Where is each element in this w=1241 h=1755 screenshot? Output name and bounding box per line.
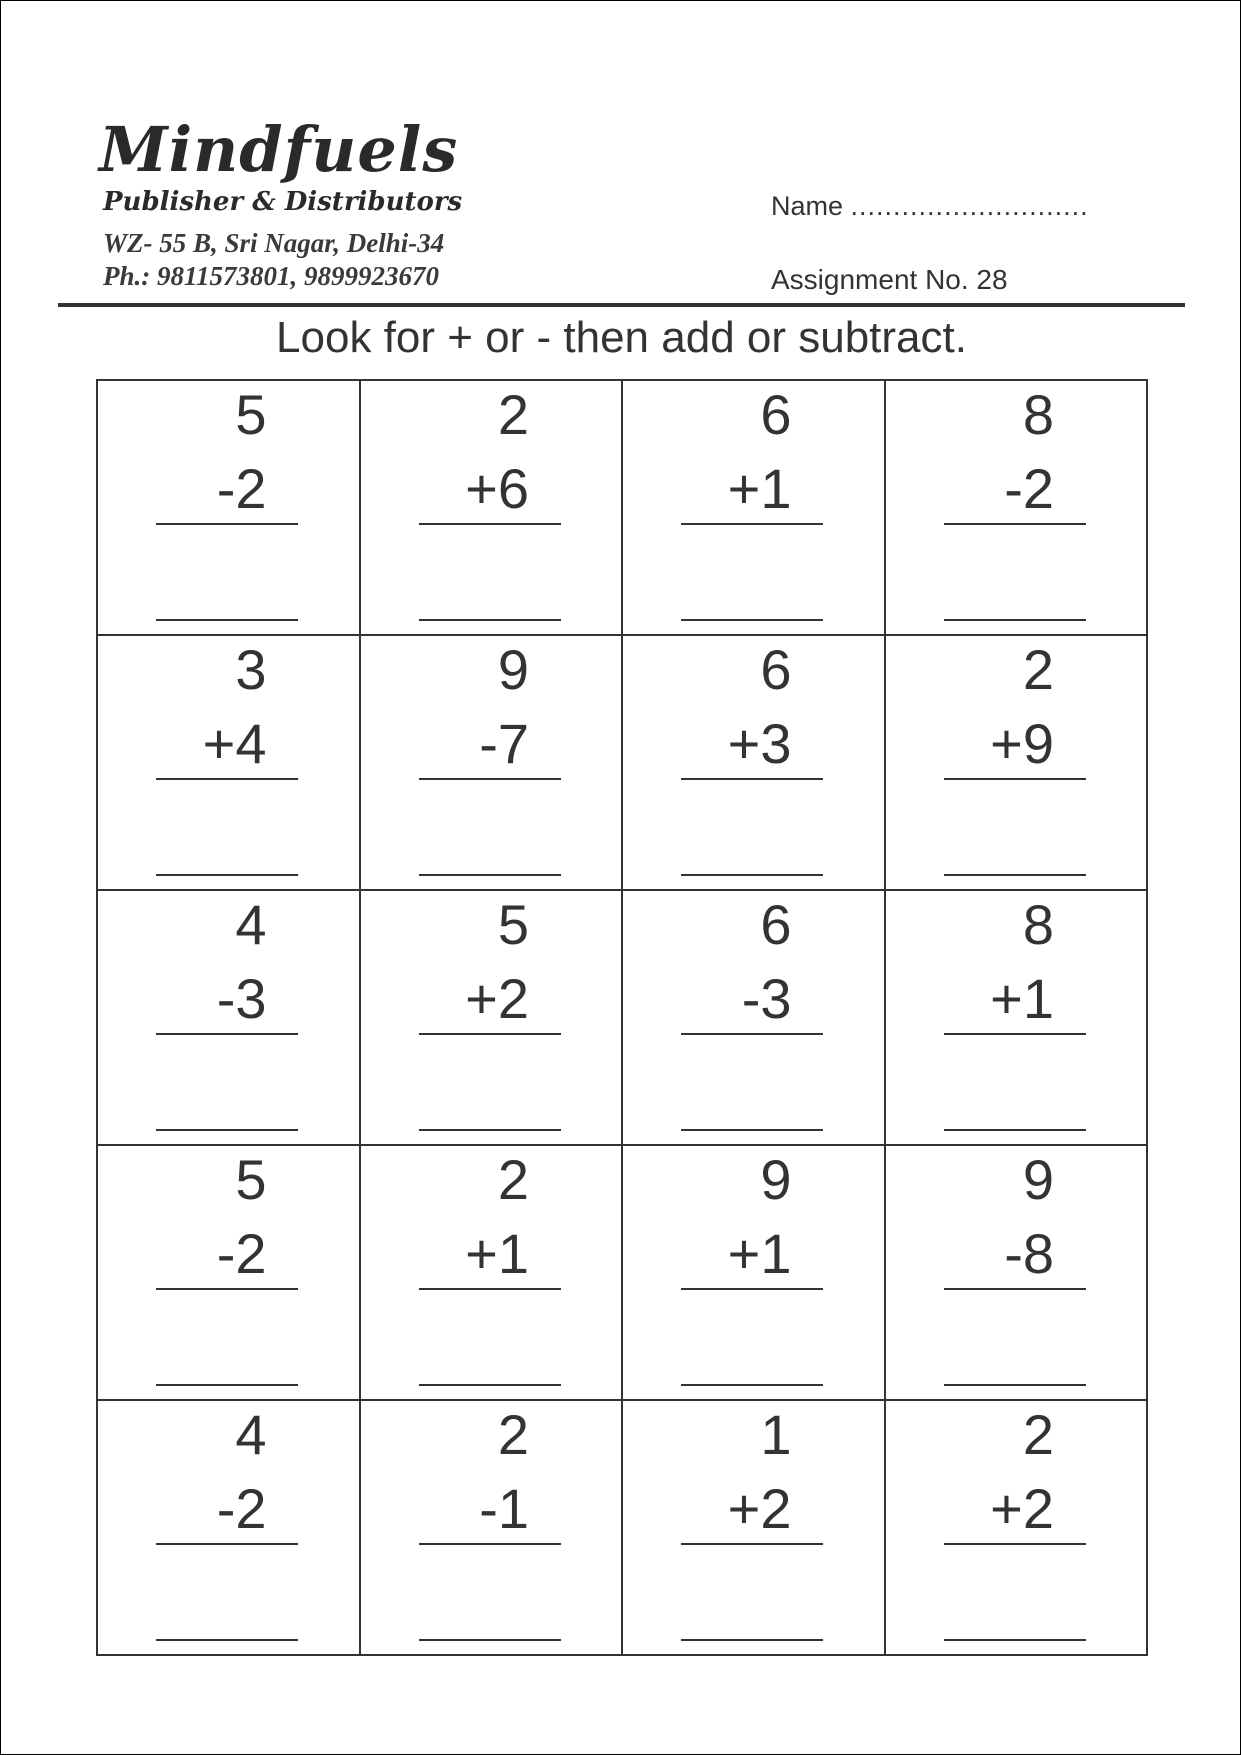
- operand: -2: [216, 457, 267, 520]
- operand: +2: [990, 1477, 1054, 1540]
- sum-line: [156, 1543, 298, 1545]
- top-number: 9: [497, 638, 529, 701]
- problem-cell: [622, 1145, 885, 1400]
- top-number: 6: [760, 638, 792, 701]
- top-number: 8: [1022, 893, 1054, 956]
- problem-cell: [885, 1400, 1148, 1655]
- answer-line[interactable]: [944, 1639, 1086, 1641]
- name-field[interactable]: [771, 191, 1089, 222]
- problem-row: [97, 1145, 1147, 1400]
- answer-line[interactable]: [944, 874, 1086, 876]
- problem-cell: [97, 1145, 360, 1400]
- answer-line[interactable]: [681, 1639, 823, 1641]
- top-number: 4: [235, 893, 267, 956]
- problem-row: [97, 890, 1147, 1145]
- problem-cell: [622, 1400, 885, 1655]
- answer-line[interactable]: [681, 874, 823, 876]
- problem-cell: [97, 890, 360, 1145]
- problem-cell: [885, 890, 1148, 1145]
- problem-row: [97, 1400, 1147, 1655]
- answer-line[interactable]: [944, 1129, 1086, 1131]
- answer-line[interactable]: [156, 1639, 298, 1641]
- operand: +4: [202, 712, 267, 775]
- sum-line: [419, 1033, 561, 1035]
- answer-line[interactable]: [419, 874, 561, 876]
- top-number: 9: [760, 1148, 792, 1211]
- problem-cell: [360, 635, 623, 890]
- sum-line: [681, 1033, 823, 1035]
- sum-line: [944, 778, 1086, 780]
- answer-line[interactable]: [944, 619, 1086, 621]
- answer-line[interactable]: [419, 619, 561, 621]
- top-number: 3: [235, 638, 267, 701]
- sum-line: [944, 523, 1086, 525]
- answer-line[interactable]: [944, 1384, 1086, 1386]
- operand: -2: [216, 1222, 267, 1285]
- problem-cell: [885, 1145, 1148, 1400]
- operand: -2: [216, 1477, 267, 1540]
- problem-row: [97, 635, 1147, 890]
- problem-cell: [360, 1400, 623, 1655]
- problem-grid: [96, 379, 1148, 1656]
- top-number: 8: [1022, 383, 1054, 446]
- operand: +3: [727, 712, 792, 775]
- problem-cell: [97, 635, 360, 890]
- operand: -7: [479, 712, 529, 775]
- problem-cell: [97, 380, 360, 635]
- operand: -8: [1004, 1222, 1054, 1285]
- sum-line: [156, 778, 298, 780]
- top-number: 2: [497, 1148, 529, 1211]
- problem-cell: [97, 1400, 360, 1655]
- top-number: 1: [760, 1403, 792, 1466]
- header-divider: [58, 303, 1185, 307]
- operand: +2: [465, 967, 529, 1030]
- sum-line: [681, 523, 823, 525]
- top-number: 2: [1022, 1403, 1054, 1466]
- instruction-text: Look for + or - then add or subtract.: [276, 313, 967, 362]
- top-number: 6: [760, 893, 792, 956]
- operand: -3: [216, 967, 267, 1030]
- sum-line: [944, 1033, 1086, 1035]
- operand: +2: [727, 1477, 792, 1540]
- top-number: 6: [760, 383, 792, 446]
- answer-line[interactable]: [156, 874, 298, 876]
- problem-cell: [885, 380, 1148, 635]
- sum-line: [944, 1288, 1086, 1290]
- operand: -1: [479, 1477, 529, 1540]
- top-number: 5: [235, 1148, 267, 1211]
- top-number: 2: [1022, 638, 1054, 701]
- operand: +1: [727, 1222, 792, 1285]
- answer-line[interactable]: [419, 1384, 561, 1386]
- answer-line[interactable]: [156, 1129, 298, 1131]
- answer-line[interactable]: [156, 619, 298, 621]
- top-number: 5: [497, 893, 529, 956]
- answer-line[interactable]: [681, 1129, 823, 1131]
- problem-cell: [360, 890, 623, 1145]
- operand: +1: [465, 1222, 529, 1285]
- top-number: 2: [497, 1403, 529, 1466]
- sum-line: [681, 1543, 823, 1545]
- operand: -3: [741, 967, 792, 1030]
- publisher-logo: Mindfuels: [99, 113, 459, 186]
- sum-line: [681, 1288, 823, 1290]
- top-number: 2: [497, 383, 529, 446]
- answer-line[interactable]: [156, 1384, 298, 1386]
- sum-line: [681, 778, 823, 780]
- problem-row: [97, 380, 1147, 635]
- top-number: 5: [235, 383, 267, 446]
- sum-line: [419, 778, 561, 780]
- name-label: Name: [771, 191, 844, 221]
- problem-cell: [360, 380, 623, 635]
- sum-line: [156, 1033, 298, 1035]
- top-number: 9: [1022, 1148, 1054, 1211]
- sum-line: [419, 1288, 561, 1290]
- operand: +1: [990, 967, 1054, 1030]
- sum-line: [156, 523, 298, 525]
- answer-line[interactable]: [681, 619, 823, 621]
- operand: -2: [1004, 457, 1054, 520]
- problem-cell: [885, 635, 1148, 890]
- operand: +9: [990, 712, 1054, 775]
- sum-line: [419, 523, 561, 525]
- assignment-number: Assignment No. 28: [771, 264, 1008, 295]
- problem-cell: [622, 890, 885, 1145]
- answer-line[interactable]: [681, 1384, 823, 1386]
- sum-line: [944, 1543, 1086, 1545]
- publisher-subtitle: Publisher & Distributors: [103, 187, 463, 217]
- operand: +1: [727, 457, 792, 520]
- top-number: 4: [235, 1403, 267, 1466]
- problem-cell: [622, 380, 885, 635]
- problem-cell: [360, 1145, 623, 1400]
- name-dots: ............................: [850, 191, 1089, 221]
- publisher-phone: Ph.: 9811573801, 9899923670: [103, 261, 440, 291]
- publisher-address: WZ- 55 B, Sri Nagar, Delhi-34: [103, 228, 445, 258]
- operand: +6: [465, 457, 529, 520]
- answer-line[interactable]: [419, 1129, 561, 1131]
- sum-line: [156, 1288, 298, 1290]
- problem-cell: [622, 635, 885, 890]
- sum-line: [419, 1543, 561, 1545]
- answer-line[interactable]: [419, 1639, 561, 1641]
